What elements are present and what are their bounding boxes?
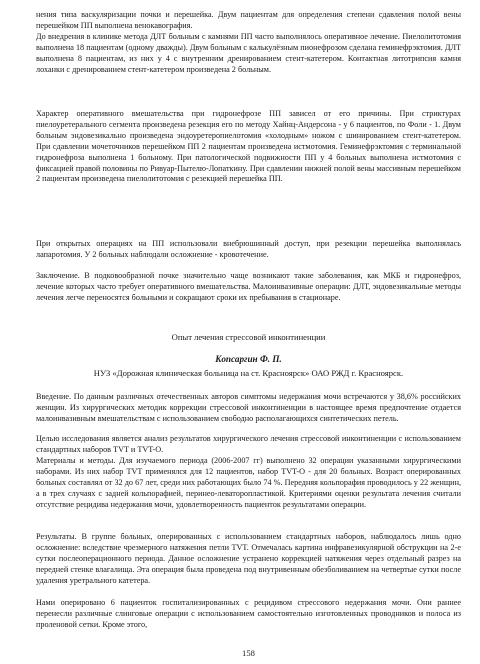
paragraph-top-1: нения типа васкуляризации почки и перешейка. Двум пациентам для определения степени сдавления полой вены перешейком ПП выполнена венокавография.: [36, 10, 461, 30]
article-title: Опыт лечения стрессовой инконтиненции: [171, 332, 326, 342]
paragraph-aim: Целью исследования является анализ результатов хирургического лечения стрессовой инконтиненции с использованием стандартных наборов TVT и TVT-O.: [36, 434, 461, 454]
paragraph-top-2: До внедрения в клинике метода ДЛТ больным с камнями ПП часто выполнялось оперативное лечение. Пиелолитотомия выполнена 18 пациентам (одному дважды). Двум больным с калькулёзным пионефрозом сделана геминефрэктомия. ДЛТ выполнена 8 пациентам, из них у 4 с внутренним дренированием стент-катетером. Контактная литотрипсия камня лоханки с дренированием стент-катетером произведена 2 больным.: [36, 32, 461, 74]
paragraph-results: Результаты. В группе больных, оперированных с использованием стандартных наборов, наблюдалось лишь одно осложнение: вследствие чрезмерного натяжения петли TVT. Отмечалась картина инфравезикулярной обструкции на 2-е сутки послеоперационного периода. Данное осложнение устранено коррекцией натяжения через отдельный разрез на передней стенке влагалища. Эта операция была проведена под внутривенным обезболиванием на четвертые сутки после удаления уретрального катетера.: [36, 532, 461, 585]
paragraph-top-5: Заключение. В подковообразной почке значительно чаще возникают такие заболевания, как МКБ и гидронефроз, лечение которых часто требует оперативного вмешательства. Малоинвазивные операции: ДЛТ, эндовезикальные методы лечения легче переносятся больными и сокращают сроки их пребывания в стационаре.: [36, 271, 461, 302]
paragraph-operated: Нами оперировано 6 пациенток госпитализированных с рецидивом стрессового недержания мочи. Они раннее перенесли различные слинговые операции с использованием самостоятельно изготовленных проводников и полоса из проленовой сетки. Кроме этого,: [36, 598, 461, 629]
paragraph-top-4: При открытых операциях на ПП использовали внебрюшинный доступ, при резекции перешейка выполнялась лапаротомия. У 2 больных наблюдали осложнение - кровотечение.: [36, 239, 461, 259]
paragraph-intro: Введение. По данным различных отечественных авторов симптомы недержания мочи встречаются у 38,6% российских женщин. Из хирургических методик коррекции стрессовой инконтиненции в настоящее время предпочтение отдается малоинвазивным вмешательствам с использованием свободно располагающихся синтетических петель.: [36, 392, 461, 423]
paragraph-methods: Материалы и методы. Для изучаемого периода (2006-2007 гг) выполнено 32 операции указанными хирургическими наборами. Из них набор TVT применялся для 12 пациентов, набор TVT-O - для 20 больных. Возраст оперированных больных составлял от 32 до 67 лет, среди них работающих было 74 %. Передняя кольпорафия проводилось у 22 женщин, а в трех случаях с задней кольпорафией, перинео-леваторопластикой. Критериями оценки результата лечения считали отсутствие рецидива недержания мочи, удовлетворенность пациенток результатами операции.: [36, 456, 461, 509]
article-author: Konсаргин Ф. П.: [215, 354, 282, 364]
paragraph-top-3: Характер оперативного вмешательства при гидронефрозе ПП зависел от его причины. При стриктурах пиелоуретерального сегмента произведена резекция его по методу Хайнц-Андерсона - у 6 пациентов, по Фоли - 1. Двум больным эндовезикально произведена эндоуретеропиелотомия «холодным» ножом с шинированием стент-катетером. При сдавлении мочеточников перешейком ПП 2 пациентам произведена истмотомия. Геминефрэктомия с терминальной гидронефроза выполнена 1 больному. При патологической подвижности ПП у 4 больных выполнена истмотомия с фиксацией правой половины по Ривуар-Пытелю-Лопаткину. При сдавлении нижней полой вены массивным перешейком 2 пациентам произведена пиелолитотомия с резекцией перешейка ПП.: [36, 109, 461, 184]
article-affiliation: НУЗ «Дорожная клиническая больница на ст. Красноярск» ОАО РЖД г. Красноярск.: [93, 368, 404, 378]
page-number: 158: [242, 648, 255, 658]
